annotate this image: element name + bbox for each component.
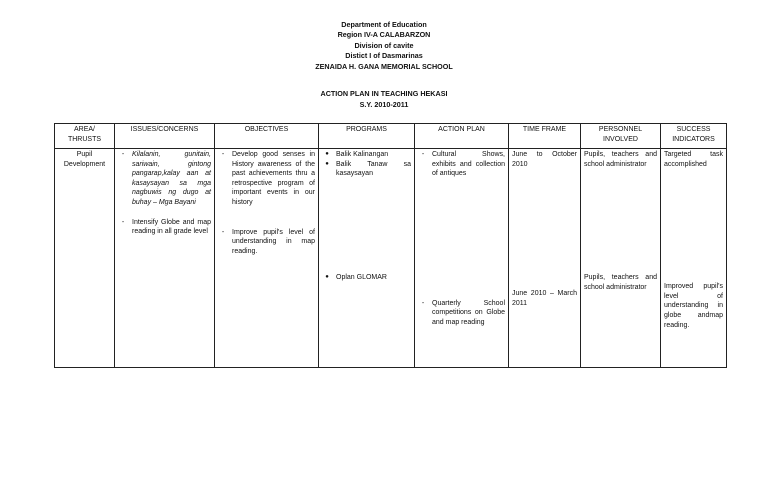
division-name: Division of cavite	[354, 40, 414, 50]
action-plan-cell	[415, 149, 509, 368]
district-name: Distict I of Dasmarinas	[345, 51, 423, 61]
dash-marker: -	[421, 151, 425, 158]
issues-cell	[115, 149, 215, 368]
objective-text: Improve pupil's level of understanding in map reading.	[232, 228, 315, 255]
program-item	[322, 273, 411, 283]
header-programs: PROGRAMS	[319, 124, 415, 149]
area-cell	[55, 149, 115, 368]
action-text: Quarterly School competitions on Globe and map reading	[432, 299, 505, 326]
bullet-marker: ●	[325, 273, 329, 280]
issue-item	[118, 150, 211, 208]
program-text: Balik Tanaw sa kasaysayan	[336, 160, 411, 178]
header-time-frame: TIME FRAME	[509, 124, 581, 149]
document-header	[0, 20, 768, 72]
table-row	[55, 149, 727, 368]
action-item	[418, 150, 505, 179]
success-cell	[661, 149, 727, 368]
objective-text: Develop good senses in History awareness of the past achievements thru a retrospective program of important events in our history	[232, 151, 315, 206]
header-personnel: PERSONNEL INVOLVED	[581, 124, 661, 149]
program-item	[322, 160, 411, 179]
header-area: AREA/ THRUSTS	[55, 124, 115, 149]
personnel-text: Pupils, teachers and school administrator	[584, 274, 657, 291]
programs-cell	[319, 149, 415, 368]
bullet-marker: ●	[325, 151, 329, 157]
issue-text: Kilalanin, gunitain, sariwain, gintong pangarap,kalay aan at kasaysayan sa mga nagbuwis ng dugo at buhay – Mga Bayani	[132, 151, 211, 206]
header-action-plan: ACTION PLAN	[415, 124, 509, 149]
table-header-row	[55, 124, 727, 149]
plan-title: ACTION PLAN IN TEACHING HEKASI	[320, 89, 448, 98]
action-plan-table	[54, 123, 727, 368]
school-year: S.Y. 2010-2011	[359, 100, 409, 109]
success-text: Improved pupil's level of understanding in globe andmap reading.	[664, 283, 723, 329]
success-text: Targeted task accomplished	[664, 151, 723, 168]
personnel-text: Pupils, teachers and school administrator	[584, 151, 657, 168]
header-objectives: OBJECTIVES	[215, 124, 319, 149]
program-text: Balik Kalinangan	[336, 151, 389, 158]
time-frame-cell	[509, 149, 581, 368]
dash-marker: -	[221, 228, 225, 236]
dash-marker: -	[121, 218, 125, 226]
issue-item	[118, 218, 211, 237]
bullet-marker: ●	[325, 160, 329, 167]
header-success: SUCCESS INDICATORS	[661, 124, 727, 149]
program-item	[322, 150, 411, 160]
objective-item	[218, 228, 315, 257]
dash-marker: -	[121, 151, 125, 158]
header-issues: ISSUES/CONCERNS	[115, 124, 215, 149]
action-text: Cultural Shows, exhibits and collection of antiques	[432, 151, 505, 178]
area-text: Pupil Development	[63, 151, 106, 168]
program-text: Oplan GLOMAR	[336, 273, 387, 281]
document-title	[0, 88, 768, 110]
time-frame-text: June to October 2010	[512, 151, 577, 168]
objectives-cell	[215, 149, 319, 368]
dash-marker: -	[221, 151, 225, 158]
issue-text: Intensify Globe and map reading in all grade level	[132, 218, 211, 236]
personnel-cell	[581, 149, 661, 368]
region-name: Region IV-A CALABARZON	[337, 30, 431, 40]
school-name: ZENAIDA H. GANA MEMORIAL SCHOOL	[315, 61, 453, 71]
dash-marker: -	[421, 299, 425, 307]
objective-item	[218, 150, 315, 208]
time-frame-text: June 2010 – March 2011	[512, 290, 577, 307]
department-name: Department of Education	[341, 20, 427, 29]
action-item	[418, 299, 505, 328]
